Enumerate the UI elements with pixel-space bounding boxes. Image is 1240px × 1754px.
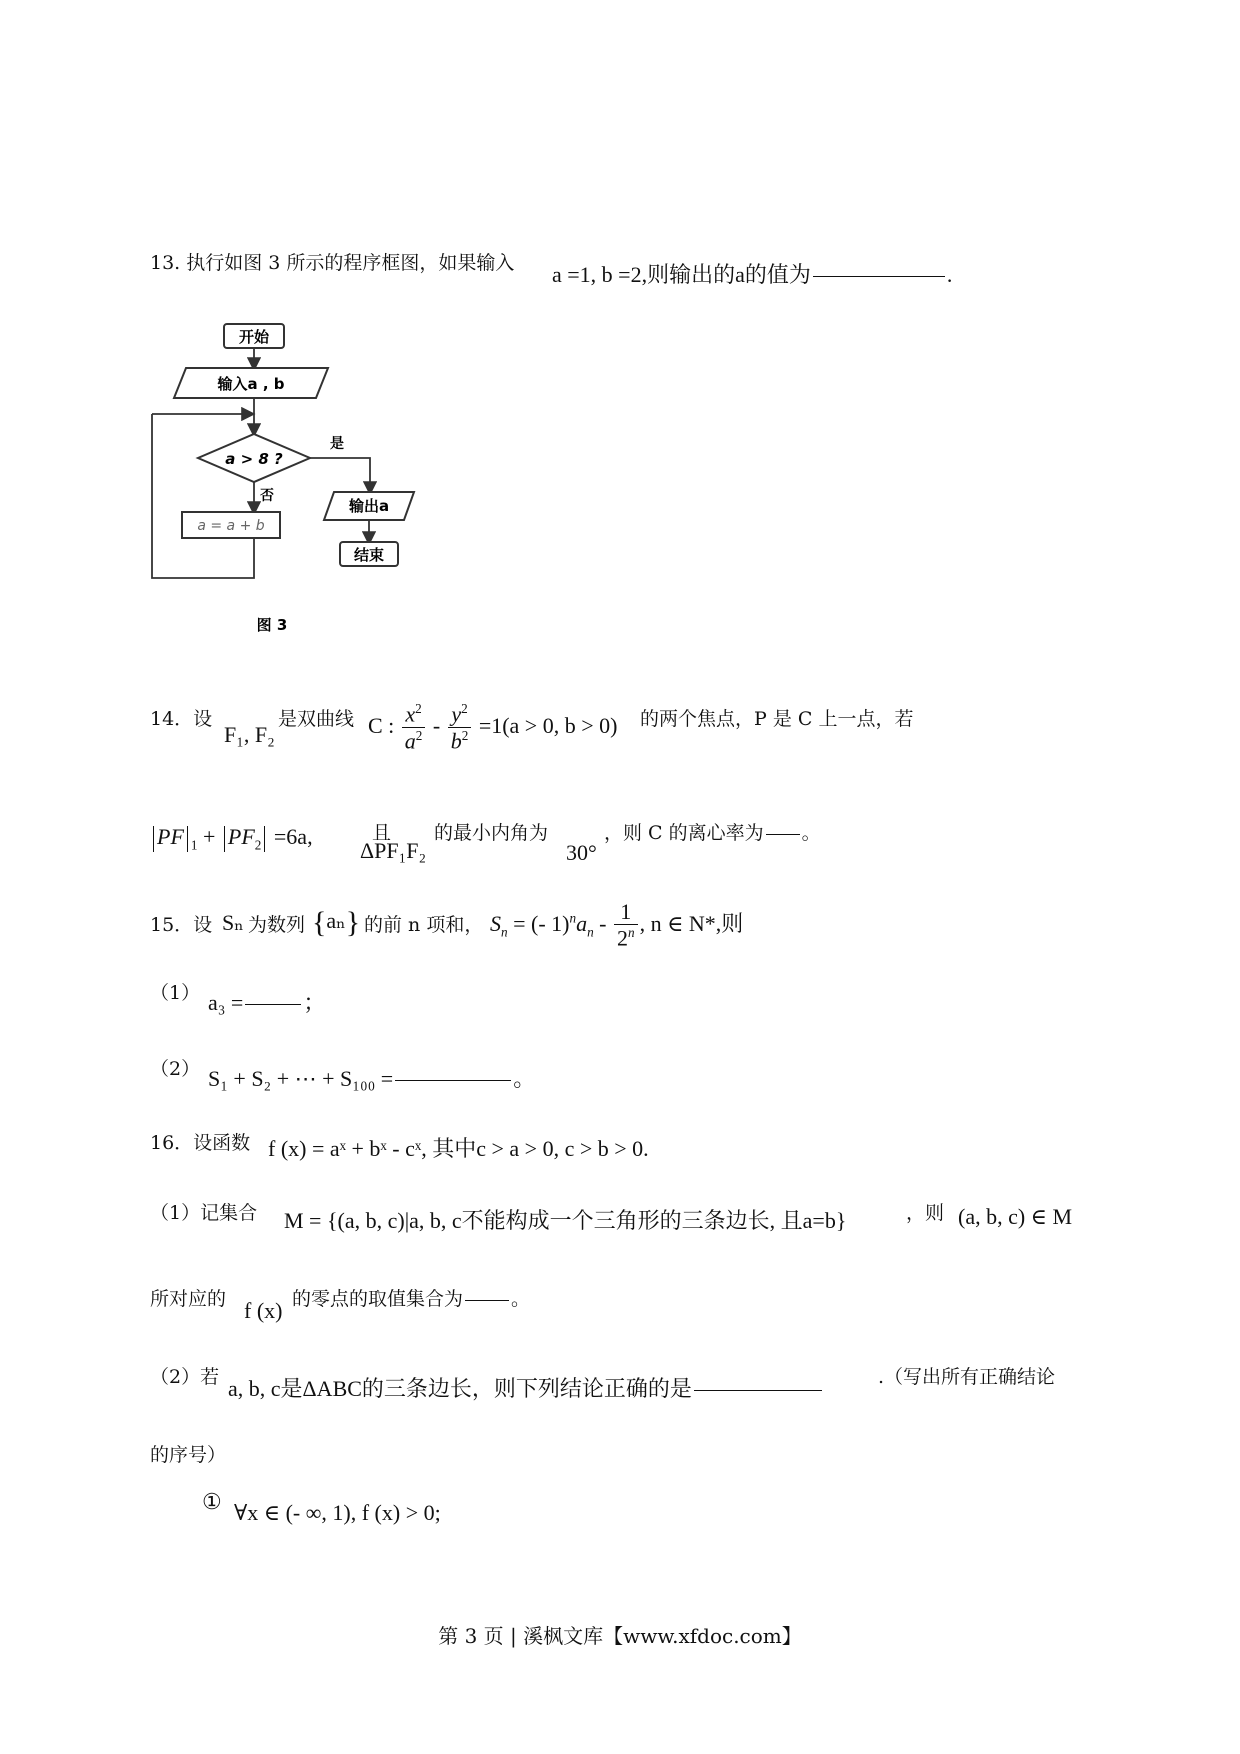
q16-lead: 16．设函数 (150, 1132, 251, 1154)
q14-foci: F₁, F₂ (224, 722, 275, 747)
figure-caption: 图 3 (256, 616, 288, 634)
answer-blank (694, 1390, 822, 1391)
assign-label: a = a + b (197, 518, 265, 534)
q16-part1-line2a: 所对应的 (150, 1288, 227, 1310)
q16-fx: f (x) (244, 1298, 283, 1323)
end-label: 结束 (353, 546, 385, 564)
q15-part1-label: （1） (150, 982, 201, 1004)
q15-part1: a₃ = ； (208, 990, 326, 1015)
page-footer: 第 3 页 | 溪枫文库【www.xfdoc.com】 (438, 1624, 802, 1648)
input-label: 输入a , b (217, 375, 285, 393)
q14-is: 是双曲线 (278, 708, 355, 730)
no-label: 否 (260, 488, 274, 504)
answer-blank (766, 834, 800, 835)
output-label: 输出a (348, 497, 390, 515)
q16-part1-label: （1）记集合 (150, 1202, 258, 1224)
decision-label: a > 8 ? (225, 450, 283, 468)
q16-part1-then: ，则 (906, 1202, 945, 1224)
q15-mid: 为数列 (248, 914, 306, 936)
q13-line (150, 248, 514, 275)
yes-label: 是 (330, 436, 344, 452)
answer-blank (245, 1004, 301, 1005)
q15-part2-label: （2） (150, 1058, 201, 1080)
q16-part2-line2: 的序号） (150, 1444, 227, 1466)
q15-part2: S₁ + S₂ + ⋯ + S₁₀₀ = 。 (208, 1066, 536, 1091)
q13-text: 13. 执行如图 3 所示的程序框图，如果输入 (150, 252, 515, 274)
answer-blank (813, 276, 945, 277)
start-label: 开始 (238, 328, 270, 346)
q15-line: 15．设 (150, 914, 213, 936)
q16-option1-number: ① (202, 1490, 222, 1515)
q14-min-angle: 的最小内角为 (434, 822, 549, 844)
q16-set: M = {(a, b, c)|a, b, c不能构成一个三角形的三条边长, 且a=b} (284, 1208, 847, 1233)
q15-mid2: 的前 n 项和， (364, 914, 484, 936)
q14-and: 且 (372, 822, 392, 844)
q16-member: (a, b, c) ∈ M (958, 1204, 1073, 1229)
q14-ask: ，则 C 的离心率为 。 (604, 822, 821, 844)
q14-triangle: ΔPF₁F₂ (360, 838, 427, 863)
q14-tail: 的两个焦点，P 是 C 上一点，若 (640, 708, 914, 730)
q15-sn: Sₙ (222, 910, 244, 935)
q14-angle: 30° (566, 840, 597, 865)
q13-math: a =1, b =2,则输出的a的值为 . (552, 262, 953, 287)
answer-blank (465, 1300, 509, 1301)
q16-part2-label: （2）若 (150, 1366, 220, 1388)
answer-blank (395, 1080, 511, 1081)
q16-option1: ∀x ∈ (- ∞, 1), f (x) > 0; (234, 1500, 441, 1525)
q14-lead: 14．设 (150, 708, 213, 730)
q14-abs-sum: PF $_1 + PF_2 =6a$, (150, 824, 313, 853)
flowchart-figure-3 (148, 316, 448, 656)
q14-hyperbola: C : $\frac{x^2}{a^2}$ - $\frac{y^2}{b^2}$ =1(a > 0, b > 0) (368, 701, 618, 753)
q16-part2: a, b, c是ΔABC的三条边长，则下列结论正确的是 (228, 1372, 824, 1403)
q15-seq: {aₙ} (312, 906, 361, 939)
q15-formula: $S_n$ = (- $1)^na_n$ - $\frac{1}{2^n}$ , n ∈ N*,则 (490, 899, 744, 951)
q16-part1-line2b: 的零点的取值集合为 。 (292, 1288, 531, 1310)
q16-part2-end: .（写出所有正确结论 (878, 1366, 1056, 1388)
q16-function: f (x) = aˣ + bˣ - cˣ, 其中c > a > 0, c > b > 0. (268, 1136, 649, 1161)
